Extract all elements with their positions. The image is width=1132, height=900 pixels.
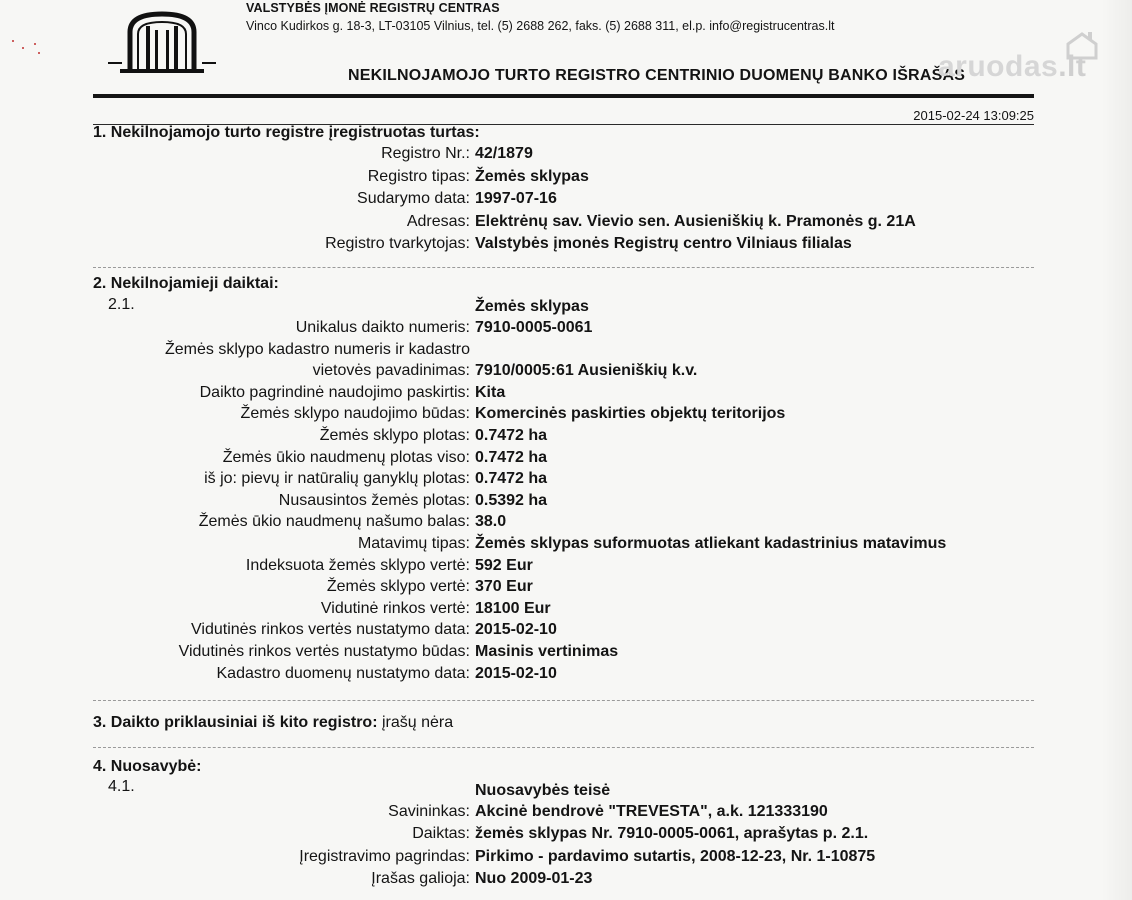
section-4-title: 4. Nuosavybė:: [93, 758, 202, 775]
field-value: 0.7472 ha: [475, 448, 548, 466]
field-value: 18100 Eur: [475, 599, 551, 617]
field-label: iš jo: pievų ir natūralių ganyklų plotas:: [204, 470, 470, 488]
field-value: 1997-07-16: [475, 190, 557, 208]
field-value: Akcinė bendrovė "TREVESTA", a.k. 121333190: [475, 803, 828, 820]
header-rule: [93, 94, 1034, 98]
field-value: 38.0: [475, 513, 507, 531]
field-label: vietovės pavadinimas:: [312, 362, 470, 380]
field-value: 0.7472 ha: [475, 470, 548, 488]
item-title: Žemės sklypas: [475, 298, 589, 315]
field-value: Pirkimo - pardavimo sutartis, 2008-12-23, Nr. 1-10875: [475, 847, 876, 865]
field-label: Žemės ūkio naudmenų plotas viso:: [222, 448, 470, 466]
field-row: [0, 341, 1132, 363]
field-row: [0, 213, 1132, 235]
field-value: Valstybės įmonės Registrų centro Vilniaus filialas: [475, 235, 852, 253]
field-label: Adresas:: [406, 212, 470, 230]
field-value: Komercinės paskirties objektų teritorijos: [475, 405, 786, 423]
field-value: Žemės sklypas: [475, 167, 589, 185]
field-row: [0, 803, 1132, 825]
field-label: Registro tipas:: [367, 167, 470, 185]
organization-address: Vinco Kudirkos g. 18-3, LT-03105 Vilnius, tel. (5) 2688 262, faks. (5) 2688 311, el.p. info@registrucentras.lt: [246, 19, 835, 33]
field-value: 7910-0005-0061: [475, 319, 593, 336]
scan-speck: [34, 43, 36, 45]
field-row: [0, 319, 1132, 341]
field-value: Nuo 2009-01-23: [475, 870, 593, 888]
field-row: [0, 235, 1132, 257]
field-label: Nusausintos žemės plotas:: [278, 491, 470, 509]
registry-building-logo-icon: [108, 6, 216, 74]
field-value: 592 Eur: [475, 556, 533, 574]
section-1-title: 1. Nekilnojamojo turto registre įregistruotas turtas:: [93, 124, 480, 141]
field-label: Daiktas:: [412, 825, 470, 843]
field-label: Įregistravimo pagrindas:: [299, 847, 470, 865]
field-value: 370 Eur: [475, 578, 533, 596]
field-row: [0, 384, 1132, 406]
field-label: Žemės sklypo vertė:: [326, 578, 470, 596]
field-label: Žemės sklypo kadastro numeris ir kadastro: [165, 340, 470, 358]
field-label: Įrašas galioja:: [371, 870, 470, 888]
field-value: Elektrėnų sav. Vievio sen. Ausieniškių k. Pramonės g. 21A: [475, 212, 916, 230]
field-label: Žemės sklypo plotas:: [319, 427, 470, 444]
section-3-title: [93, 714, 453, 732]
field-label: Sudarymo data:: [357, 190, 470, 208]
field-row: [0, 557, 1132, 579]
field-label: Vidutinė rinkos vertė:: [320, 599, 470, 617]
field-row: [0, 470, 1132, 492]
field-row: [0, 870, 1132, 892]
field-label: Matavimų tipas:: [357, 535, 470, 552]
field-label: Registro Nr.:: [381, 145, 470, 162]
field-value: Masinis vertinimas: [475, 643, 619, 660]
section-divider: [93, 700, 1034, 701]
field-label: Žemės sklypo naudojimo būdas:: [240, 405, 470, 423]
field-row: [0, 621, 1132, 643]
field-row: [0, 449, 1132, 471]
field-value: 42/1879: [475, 145, 533, 162]
field-value: 0.5392 ha: [475, 491, 548, 509]
field-value: 7910/0005:61 Ausieniškių k.v.: [475, 362, 698, 380]
field-label: Indeksuota žemės sklypo vertė:: [245, 556, 470, 574]
watermark-suffix: .lt: [1058, 50, 1087, 83]
field-label: Savininkas:: [388, 803, 470, 820]
field-row: [0, 190, 1132, 212]
field-label: Vidutinės rinkos vertės nustatymo data:: [191, 621, 470, 639]
section-3-label: 3. Daikto priklausiniai iš kito registro:: [93, 714, 378, 731]
document-title: NEKILNOJAMOJO TURTO REGISTRO CENTRINIO DUOMENŲ BANKO IŠRAŠAS: [348, 67, 966, 84]
organization-name: VALSTYBĖS ĮMONĖ REGISTRŲ CENTRAS: [246, 1, 500, 15]
field-row: [0, 168, 1132, 190]
field-label: Žemės ūkio naudmenų našumo balas:: [198, 513, 470, 531]
field-row: [0, 578, 1132, 600]
field-row: [0, 643, 1132, 665]
field-value: 2015-02-10: [475, 621, 557, 639]
field-row: [0, 405, 1132, 427]
field-value: 2015-02-10: [475, 664, 557, 682]
section-divider: [93, 267, 1034, 268]
scan-speck: [38, 52, 40, 54]
field-row: [0, 427, 1132, 449]
item-number: 4.1.: [108, 778, 135, 795]
field-row: [0, 145, 1132, 167]
section-3-value: įrašų nėra: [381, 714, 454, 731]
field-row: [0, 600, 1132, 622]
house-icon: [1064, 30, 1100, 60]
field-row: [0, 492, 1132, 514]
field-row: [0, 665, 1132, 687]
field-label: Registro tvarkytojas:: [325, 235, 470, 253]
field-row: [0, 825, 1132, 847]
field-value: Žemės sklypas suformuotas atliekant kadastrinius matavimus: [475, 535, 947, 552]
scan-speck: [22, 47, 24, 49]
scan-speck: [12, 40, 14, 42]
field-row: [0, 513, 1132, 535]
field-label: Vidutinės rinkos vertės nustatymo būdas:: [178, 643, 470, 660]
field-label: Daikto pagrindinė naudojimo paskirtis:: [199, 383, 470, 401]
field-value: Kita: [475, 383, 506, 401]
field-value: žemės sklypas Nr. 7910-0005-0061, aprašytas p. 2.1.: [475, 825, 869, 843]
watermark-text: aruodas: [938, 50, 1059, 83]
field-row: [0, 362, 1132, 384]
section-divider: [93, 747, 1034, 748]
item-number: 2.1.: [108, 296, 135, 313]
field-value: 0.7472 ha: [475, 427, 548, 444]
field-row: [0, 848, 1132, 870]
item-title: Nuosavybės teisė: [475, 782, 611, 799]
field-row: [0, 535, 1132, 557]
field-label: Unikalus daikto numeris:: [295, 319, 470, 336]
field-label: Kadastro duomenų nustatymo data:: [216, 664, 470, 682]
extract-timestamp: 2015-02-24 13:09:25: [913, 108, 1034, 123]
section-2-title: 2. Nekilnojamieji daiktai:: [93, 275, 279, 292]
